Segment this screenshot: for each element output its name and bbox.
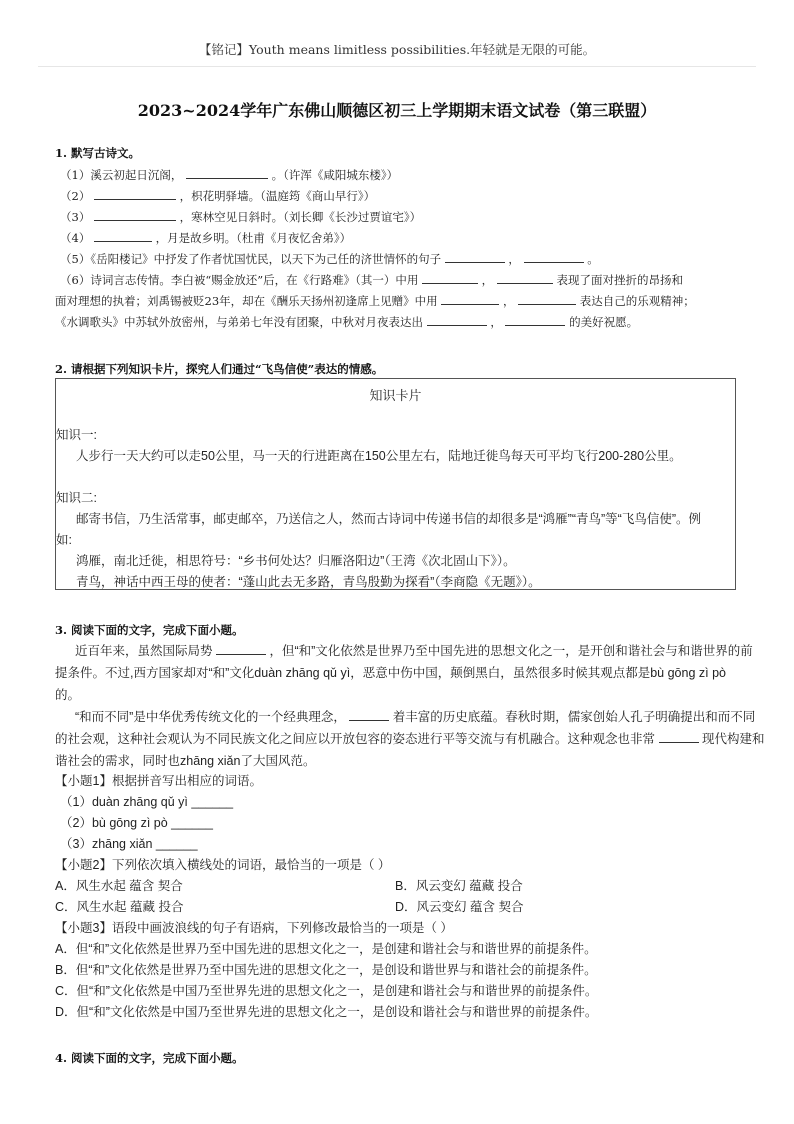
q1-l7-text-c: 表达自己的乐观精神；	[579, 294, 695, 308]
answer-blank[interactable]	[441, 292, 499, 305]
card-title: 知识卡片	[369, 388, 422, 403]
exam-title: 2023~2024学年广东佛山顺德区初三上学期期末语文试卷（第三联盟）	[137, 101, 657, 120]
subquestion-3-option-c[interactable]: C．但“和”文化依然是中国乃至世界先进的思想文化之一，是创建和谐社会与和谐世界的前提条件。	[55, 984, 598, 998]
q1-heading: 1. 默写古诗文。	[55, 146, 141, 160]
q4-heading: 4. 阅读下面的文字，完成下面小题。	[55, 1051, 244, 1065]
q1-line-7	[55, 292, 695, 309]
subquestion-1-item-1: （1）duàn zhāng qǔ yì ______	[60, 795, 234, 809]
q3-paragraph-line-5	[55, 729, 765, 747]
knowledge-2-text-3: 鸿雁，南北迁徙，相思符号：“乡书何处达？归雁洛阳边”（王湾《次北固山下》）。	[76, 554, 516, 568]
answer-blank[interactable]	[427, 313, 487, 326]
q1-l1-text-a: （1）溪云初起日沉阁，	[60, 168, 183, 182]
knowledge-2-text-4: 青鸟，神话中西王母的使者：“蓬山此去无多路，青鸟殷勤为探看”（李商隐《无题》）。	[76, 575, 541, 589]
q1-line-6	[60, 271, 683, 288]
answer-blank[interactable]	[505, 313, 565, 326]
q1-l8-text-b: ，	[490, 315, 502, 329]
q1-line-3	[60, 208, 421, 225]
subquestion-3-option-a[interactable]: A．但“和”文化依然是世界乃至中国先进的思想文化之一，是创建和谐社会与和谐世界的前提条件。	[55, 942, 597, 956]
q3-paragraph-line-1	[75, 641, 753, 659]
subquestion-2-prompt: 【小题2】下列依次填入横线处的词语，最恰当的一项是（ ）	[55, 858, 391, 872]
subquestion-2-option-c[interactable]: C．风生水起 蕴藏 投合	[55, 900, 184, 914]
q1-l5-text-a: （5）《岳阳楼记》中抒发了作者忧国忧民，以天下为己任的济世情怀的句子	[60, 252, 442, 266]
q1-l4-text-a: （4）	[60, 231, 91, 245]
answer-blank[interactable]	[94, 208, 176, 221]
subquestion-2-option-d[interactable]: D．风云变幻 蕴含 契合	[395, 900, 524, 914]
q1-l5-text-b: ，	[508, 252, 520, 266]
answer-blank[interactable]	[524, 250, 584, 263]
q1-l7-text-b: ，	[502, 294, 515, 308]
q1-l3-text-b: ，寒林空见日斜时。（刘长卿《长沙过贾谊宅》）	[179, 210, 422, 224]
answer-blank[interactable]	[659, 730, 699, 743]
answer-blank[interactable]	[497, 271, 553, 284]
q1-l2-text-b: ，枳花明驿墙。（温庭筠《商山早行》）	[179, 189, 376, 203]
knowledge-2-text-2: 如:	[56, 533, 72, 547]
q1-l6-text-c: 表现了面对挫折的昂扬和	[556, 273, 683, 287]
knowledge-2-label: 知识二:	[56, 491, 97, 505]
q3-paragraph-line-4	[75, 707, 755, 725]
q1-line-1	[60, 166, 398, 183]
q3-p1-text-a: 近百年来，虽然国际局势	[75, 644, 213, 658]
q1-l6-text-a: （6）诗词言志传情。李白被“赐金放还”后，在《行路难》（其一）中用	[60, 273, 419, 287]
subquestion-3-option-d[interactable]: D．但“和”文化依然是中国乃至世界先进的思想文化之一，是创设和谐社会与和谐世界的前提条件。	[55, 1005, 598, 1019]
q1-l7-text-a: 面对理想的执着；刘禹锡被贬23年，却在《酬乐天扬州初逢席上见赠》中用	[55, 294, 438, 308]
answer-blank[interactable]	[186, 166, 268, 179]
page-motto: 【铭记】Youth means limitless possibilities.年轻就是无限的可能。	[198, 42, 596, 57]
answer-blank[interactable]	[94, 187, 176, 200]
q1-line-4	[60, 229, 351, 246]
q3-paragraph-line-2: 提条件。不过,西方国家却对“和”文化duàn zhāng qǔ yì，恶意中伤中国，颠倒黑白，虽然很多时候其观点都是bù gōng zì pò	[55, 666, 726, 680]
q1-l1-text-b: 。（许浑《咸阳城东楼》）	[271, 168, 399, 182]
subquestion-3-prompt: 【小题3】语段中画波浪线的句子有语病，下列修改最恰当的一项是（ ）	[55, 921, 453, 935]
q1-l8-text-c: 的美好祝愿。	[569, 315, 639, 329]
header-divider	[38, 66, 756, 67]
q1-l3-text-a: （3）	[60, 210, 91, 224]
q3-heading: 3. 阅读下面的文字，完成下面小题。	[55, 623, 244, 637]
q1-l8-text-a: 《水调歌头》中苏轼外放密州，与弟弟七年没有团聚，中秋对月夜表达出	[55, 315, 423, 329]
answer-blank[interactable]	[349, 708, 389, 721]
q1-line-5	[60, 250, 599, 267]
q1-l2-text-a: （2）	[60, 189, 91, 203]
answer-blank[interactable]	[422, 271, 478, 284]
q3-p5-text-b: 现代构建和	[701, 732, 765, 746]
subquestion-1-prompt: 【小题1】根据拼音写出相应的词语。	[55, 774, 262, 788]
answer-blank[interactable]	[518, 292, 576, 305]
answer-blank[interactable]	[445, 250, 505, 263]
q3-paragraph-line-6: 谐社会的需求，同时也zhāng xiǎn了大国风范。	[55, 754, 316, 768]
subquestion-3-option-b[interactable]: B．但“和”文化依然是世界乃至中国先进的思想文化之一，是创设和谐世界与和谐社会的前提条件。	[55, 963, 597, 977]
q3-p4-text-a: “和而不同”是中华优秀传统文化的一个经典理念，	[75, 710, 346, 724]
subquestion-1-item-2: （2）bù gōng zì pò ______	[60, 816, 213, 830]
answer-blank[interactable]	[216, 642, 266, 655]
q1-l4-text-b: ，月是故乡明。（杜甫《月夜忆舍弟》）	[155, 231, 352, 245]
answer-blank[interactable]	[94, 229, 152, 242]
q1-line-8	[55, 313, 638, 330]
q1-l6-text-b: ，	[481, 273, 494, 287]
knowledge-2-text-1: 邮寄书信，乃生活常事，邮吏邮卒，乃送信之人，然而古诗词中传递书信的却很多是“鸿雁”“青鸟”等“飞鸟信使”。例	[76, 512, 701, 526]
subquestion-2-option-a[interactable]: A．风生水起 蕴含 契合	[55, 879, 183, 893]
q2-heading: 2. 请根据下列知识卡片，探究人们通过“飞鸟信使”表达的情感。	[55, 362, 384, 376]
knowledge-card	[55, 378, 736, 590]
q3-p1-text-b: ，但“和”文化依然是世界乃至中国先进的思想文化之一，是开创和谐社会与和谐世界的前	[269, 644, 753, 658]
q3-paragraph-line-3: 的。	[55, 688, 81, 702]
subquestion-2-option-b[interactable]: B．风云变幻 蕴藏 投合	[395, 879, 523, 893]
q1-line-2	[60, 187, 375, 204]
q3-p5-text-a: 的社会观，这种社会观认为不同民族文化之间应以开放包容的姿态进行平等交流与有机融合。这种观念也非常	[55, 732, 656, 746]
q3-p4-text-b: 着丰富的历史底蕴。春秋时期，儒家创始人孔子明确提出和而不同	[392, 710, 756, 724]
knowledge-1-text: 人步行一天大约可以走50公里，马一天的行进距离在150公里左右，陆地迁徙鸟每天可平均飞行200-280公里。	[76, 449, 682, 463]
knowledge-1-label: 知识一:	[56, 428, 97, 442]
q1-l5-text-c: 。	[587, 252, 599, 266]
subquestion-1-item-3: （3）zhāng xiǎn ______	[60, 837, 198, 851]
